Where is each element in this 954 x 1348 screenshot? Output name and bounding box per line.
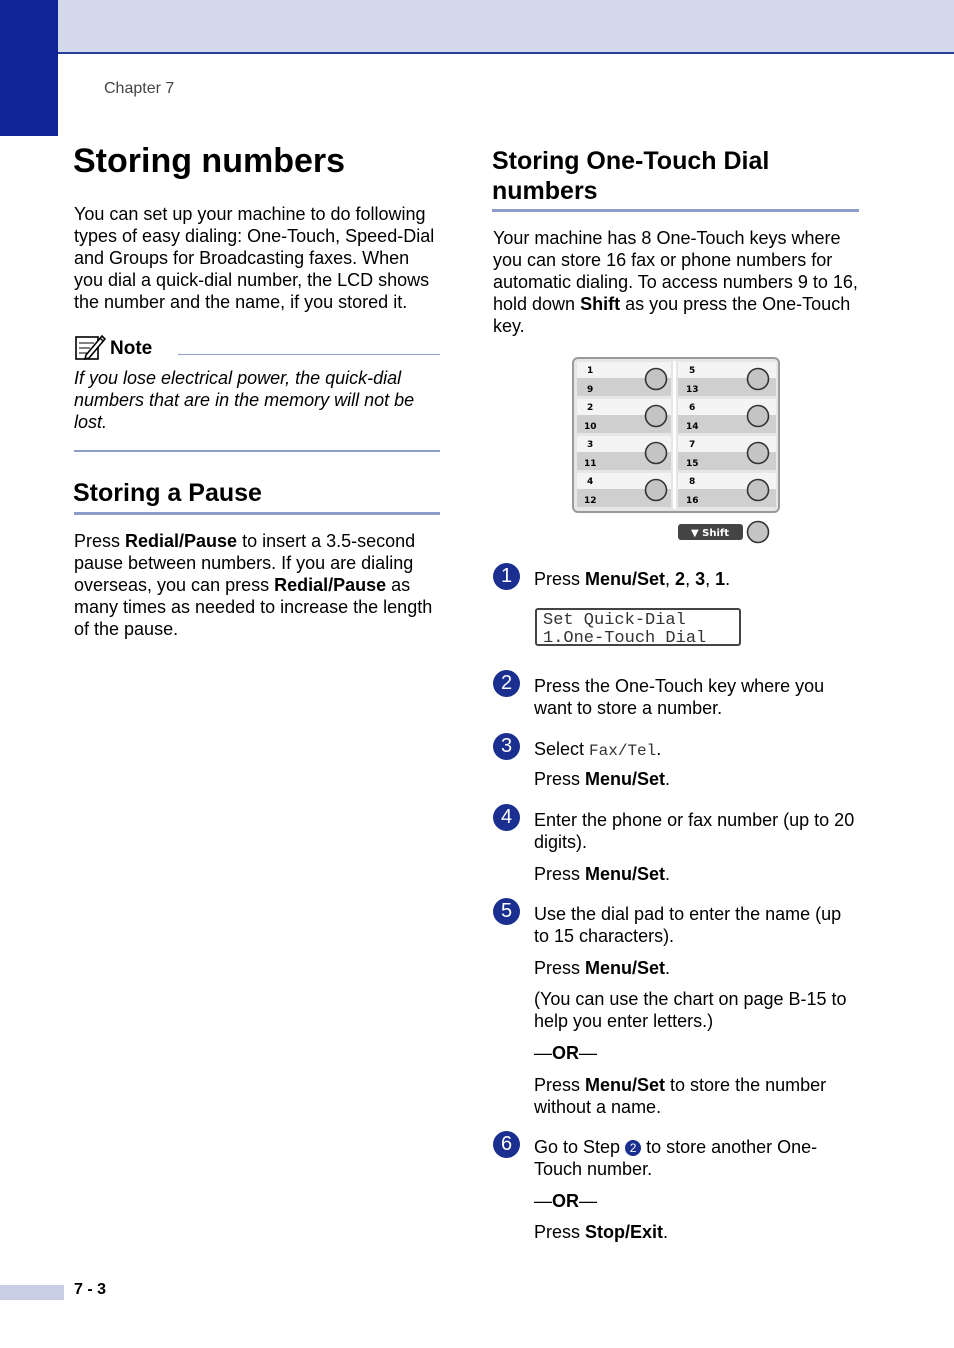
shift-label: ▼ Shift	[690, 528, 730, 539]
step-2-text: Press the One-Touch key where you want to store a number.	[534, 676, 825, 718]
step-number-2: 2	[493, 670, 520, 697]
step-6-or: —OR—	[534, 1191, 597, 1211]
page-title: Storing numbers	[73, 142, 346, 180]
lcd-line-1: Set Quick-Dial	[543, 611, 686, 630]
key-label-1: 1	[587, 366, 594, 376]
lcd-display	[535, 608, 741, 646]
header-band	[0, 0, 954, 54]
one-touch-keypad	[572, 357, 780, 513]
key-label-12: 12	[584, 496, 597, 506]
key-label-14: 14	[686, 422, 699, 432]
footer-band	[0, 1285, 64, 1300]
note-pencil-icon	[74, 333, 106, 361]
key-label-3: 3	[587, 440, 594, 450]
step-ref-2: 2	[625, 1140, 641, 1156]
key-label-13: 13	[686, 385, 699, 395]
one-touch-title-rule	[492, 209, 859, 212]
pause-paragraph: Press Redial/Pause to insert a 3.5-second pause between numbers. If you are dialing overseas, you can press Redial/Pause as many times as needed to increase the length of the pause.	[74, 531, 433, 639]
chapter-label: Chapter 7	[104, 80, 175, 97]
step-1-text: Press Menu/Set, 2, 3, 1.	[534, 569, 731, 589]
key-label-2: 2	[587, 403, 594, 413]
key-label-4: 4	[587, 477, 594, 487]
fax-tel-option: Fax/Tel	[589, 742, 657, 760]
one-touch-key-3	[646, 443, 667, 464]
note-header	[74, 333, 440, 363]
key-label-15: 15	[686, 459, 699, 469]
key-label-5: 5	[689, 366, 696, 376]
one-touch-key-7	[748, 443, 769, 464]
key-label-7: 7	[689, 440, 696, 450]
one-touch-key-8	[748, 480, 769, 501]
key-label-9: 9	[587, 385, 594, 395]
step-number-4: 4	[493, 804, 520, 831]
page-number: 7 - 3	[74, 1281, 107, 1298]
shift-key-group	[678, 520, 772, 546]
key-shift: Shift	[580, 294, 621, 314]
key-label-10: 10	[584, 422, 597, 432]
step-number-6: 6	[493, 1131, 520, 1158]
key-label-6: 6	[689, 403, 696, 413]
one-touch-key-5	[748, 369, 769, 390]
step-3-press: Press Menu/Set.	[534, 769, 671, 789]
step-6-text: Go to Step 2 to store another One-Touch number.	[534, 1137, 818, 1179]
step-6-press: Press Stop/Exit.	[534, 1222, 669, 1242]
one-touch-intro: Your machine has 8 One-Touch keys where you can store 16 fax or phone numbers for automatic dialing. To access numbers 9 to 16, hold down Shift as you press the One-Touch key.	[493, 228, 858, 336]
step-number-5: 5	[493, 898, 520, 925]
chapter-tab	[0, 0, 58, 136]
one-touch-key-2	[646, 406, 667, 427]
step-4-text: Enter the phone or fax number (up to 20 digits).	[534, 810, 855, 852]
intro-paragraph: You can set up your machine to do following types of easy dialing: One-Touch, Speed-Dial and Groups for Broadcasting faxes. When you dial a quick-dial number, the LCD shows the number and the name, if you stored it.	[74, 204, 435, 312]
step-5-press: Press Menu/Set.	[534, 958, 671, 978]
key-redial-pause: Redial/Pause	[125, 531, 238, 551]
one-touch-key-1	[646, 369, 667, 390]
one-touch-key-4	[646, 480, 667, 501]
key-redial-pause: Redial/Pause	[274, 575, 387, 595]
step-number-3: 3	[493, 733, 520, 760]
note-bottom-rule	[74, 450, 440, 452]
key-label-11: 11	[584, 459, 597, 469]
note-divider	[178, 354, 440, 355]
section-title-one-touch: Storing One-Touch Dial numbers	[492, 147, 770, 205]
step-5-text: Use the dial pad to enter the name (up to 15 characters).	[534, 904, 842, 946]
section-title-pause: Storing a Pause	[73, 479, 262, 507]
step-5-alt: Press Menu/Set to store the number without a name.	[534, 1075, 827, 1117]
key-label-8: 8	[689, 477, 696, 487]
shift-key	[748, 522, 769, 543]
step-4-press: Press Menu/Set.	[534, 864, 671, 884]
note-text: If you lose electrical power, the quick-dial numbers that are in the memory will not be lost.	[74, 368, 415, 432]
one-touch-key-6	[748, 406, 769, 427]
step-3-text: Select Fax/Tel.	[534, 739, 662, 760]
lcd-line-2: 1.One-Touch Dial	[543, 629, 707, 648]
key-label-16: 16	[686, 496, 699, 506]
pause-title-rule	[74, 512, 440, 515]
note-title: Note	[110, 338, 153, 359]
step-number-1: 1	[493, 563, 520, 590]
step-5-or: —OR—	[534, 1043, 597, 1063]
step-5-hint: (You can use the chart on page B-15 to help you enter letters.)	[534, 989, 847, 1031]
